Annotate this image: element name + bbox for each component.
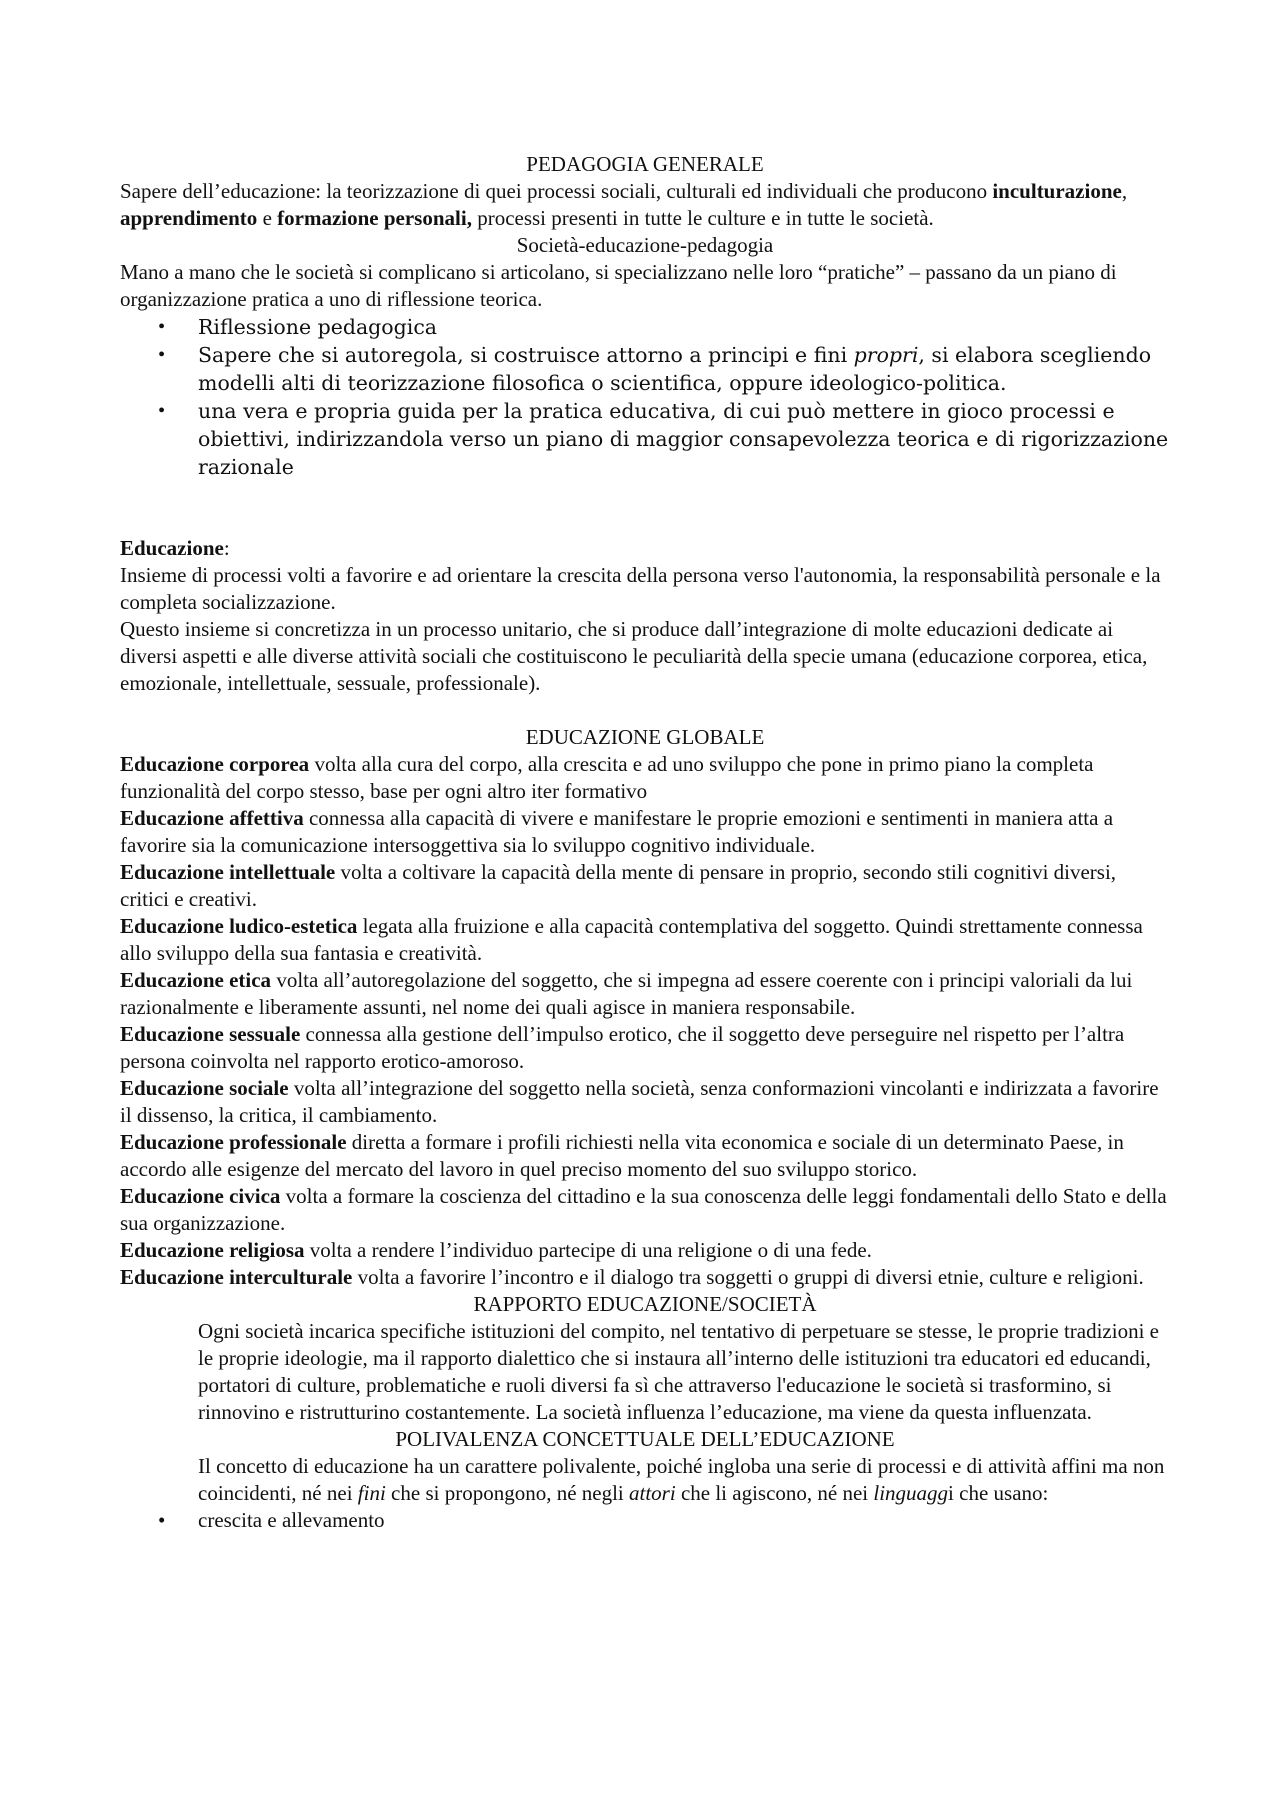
globale-text: connessa alla gestione dell’impulso erotico, che il soggetto deve perseguire nel rispetto per l’altra persona coinvolta nel rapporto erotico-amoroso. (120, 1022, 1125, 1073)
globale-item (120, 913, 1170, 967)
globale-item (120, 859, 1170, 913)
intro-text: Sapere dell’educazione: la teorizzazione di quei processi sociali, culturali ed individuali che producono (120, 179, 993, 203)
list-item: • Riflessione pedagogica (198, 313, 1170, 341)
educazione-heading: Educazione (120, 536, 224, 560)
rapporto-paragraph: Ogni società incarica specifiche istituzioni del compito, nel tentativo di perpetuare se stesse, le proprie tradizioni e le proprie ideologie, ma il rapporto dialettico che si instaura all’interno delle istituzioni tra educatori ed educandi, portatori di culture, problematiche e ruoli diversi fa sì che attraverso l'educazione le società si trasformino, si rinnovino e ristrutturino costantemente. La società influenza l’educazione, ma viene da questa influenzata. (198, 1319, 1159, 1424)
intro-text: processi presenti in tutte le culture e in tutte le società. (471, 206, 934, 230)
section-subtitle-societa: Società-educazione-pedagogia (516, 233, 774, 257)
document-content (120, 151, 1170, 1534)
globale-text: diretta a formare i profili richiesti nella vita economica e sociale di un determinato Paese, in accordo alle esigenze del mercato del lavoro in quel preciso momento del suo sviluppo storico. (120, 1130, 1124, 1181)
polivalenza-text: che si propongono, né negli (385, 1481, 629, 1505)
globale-term: Educazione sessuale (120, 1022, 301, 1046)
list-item-text: Sapere che si autoregola, si costruisce attorno a principi e fini (198, 343, 854, 367)
globale-item (120, 1264, 1170, 1291)
intro-term-inculturazione: inculturazione (992, 179, 1122, 203)
globale-term: Educazione corporea (120, 752, 310, 776)
intro-text: e (257, 206, 278, 230)
section-title-globale: EDUCAZIONE GLOBALE (525, 725, 765, 749)
section-title-polivalenza: POLIVALENZA CONCETTUALE DELL’EDUCAZIONE (395, 1427, 895, 1451)
educazione-heading-colon: : (223, 536, 230, 560)
polivalenza-text: Il concetto di educazione ha un carattere polivalente, poiché ingloba una serie di processi e di attività affini ma non coincidenti, né nei (198, 1454, 1165, 1505)
globale-term: Educazione sociale (120, 1076, 289, 1100)
polivalenza-emphasis: attori (629, 1481, 676, 1505)
educazione-paragraph-2: Questo insieme si concretizza in un processo unitario, che si produce dall’integrazione di molte educazioni dedicate ai diversi aspetti e alle diverse attività sociali che costituiscono le peculiarità della specie umana (educazione corporea, etica, emozionale, intellettuale, sessuale, professionale). (120, 617, 1148, 695)
polivalenza-text: che li agiscono, né nei (675, 1481, 874, 1505)
globale-text: volta a rendere l’individuo partecipe di una religione o di una fede. (304, 1238, 872, 1262)
globale-text: connessa alla capacità di vivere e manifestare le proprie emozioni e sentimenti in maniera atta a favorire sia la comunicazione intersoggettiva sia lo sviluppo cognitivo individuale. (120, 806, 1114, 857)
globale-item (120, 805, 1170, 859)
globale-list (120, 751, 1170, 1291)
riflessione-list (120, 313, 1170, 481)
globale-item (120, 1129, 1170, 1183)
educazione-heading-line (120, 535, 1170, 562)
globale-term: Educazione civica (120, 1184, 281, 1208)
intro-term-apprendimento: apprendimento (120, 206, 258, 230)
page-title: PEDAGOGIA GENERALE (526, 152, 764, 176)
globale-term: Educazione professionale (120, 1130, 347, 1154)
polivalenza-list (120, 1507, 1170, 1534)
societa-paragraph: Mano a mano che le società si complicano si articolano, si specializzano nelle loro “pratiche” – passano da un piano di organizzazione pratica a uno di riflessione teorica. (120, 260, 1117, 311)
list-item (198, 341, 1170, 397)
polivalenza-paragraph (120, 1453, 1170, 1507)
globale-item (120, 1075, 1170, 1129)
polivalenza-text: i che usano: (948, 1481, 1049, 1505)
globale-item (120, 751, 1170, 805)
globale-text: volta a favorire l’incontro e il dialogo tra soggetti o gruppi di diversi etnie, culture e religioni. (352, 1265, 1144, 1289)
globale-text: volta all’autoregolazione del soggetto, che si impegna ad essere coerente con i principi valoriali da lui razionalmente e liberamente assunti, nel nome dei quali agisce in maniera responsabile. (120, 968, 1133, 1019)
globale-item (120, 1021, 1170, 1075)
globale-text: volta a coltivare la capacità della mente di pensare in proprio, secondo stili cognitivi diversi, critici e creativi. (120, 860, 1117, 911)
globale-text: volta alla cura del corpo, alla crescita e ad uno sviluppo che pone in primo piano la completa funzionalità del corpo stesso, base per ogni altro iter formativo (120, 752, 1094, 803)
educazione-paragraph-1: Insieme di processi volti a favorire e ad orientare la crescita della persona verso l'autonomia, la responsabilità personale e la completa socializzazione. (120, 563, 1161, 614)
globale-term: Educazione interculturale (120, 1265, 353, 1289)
section-title-rapporto: RAPPORTO EDUCAZIONE/SOCIETÀ (473, 1292, 817, 1316)
globale-item (120, 967, 1170, 1021)
polivalenza-emphasis: linguagg (873, 1481, 949, 1505)
list-item-text: , si elabora scegliendo modelli alti di teorizzazione filosofica o scientifica, oppure ideologico-politica. (198, 343, 1152, 395)
globale-term: Educazione religiosa (120, 1238, 305, 1262)
spacer (120, 697, 1170, 724)
intro-paragraph (120, 178, 1170, 232)
spacer (120, 481, 1170, 535)
globale-text: volta a formare la coscienza del cittadino e la sua conoscenza delle leggi fondamentali dello Stato e della sua organizzazione. (120, 1184, 1167, 1235)
list-item-emphasis: propri (853, 343, 919, 367)
globale-term: Educazione intellettuale (120, 860, 336, 884)
intro-text: , (1121, 179, 1128, 203)
intro-term-formazione: formazione personali, (277, 206, 472, 230)
globale-term: Educazione affettiva (120, 806, 304, 830)
list-item: • crescita e allevamento (198, 1507, 1170, 1534)
globale-term: Educazione etica (120, 968, 272, 992)
globale-item (120, 1237, 1170, 1264)
globale-item (120, 1183, 1170, 1237)
globale-term: Educazione ludico-estetica (120, 914, 358, 938)
globale-text: legata alla fruizione e alla capacità contemplativa del soggetto. Quindi strettamente connessa allo sviluppo della sua fantasia e creatività. (120, 914, 1143, 965)
polivalenza-emphasis: fini (357, 1481, 386, 1505)
globale-text: volta all’integrazione del soggetto nella società, senza conformazioni vincolanti e indirizzata a favorire il dissenso, la critica, il cambiamento. (120, 1076, 1159, 1127)
list-item: • una vera e propria guida per la pratica educativa, di cui può mettere in gioco processi e obiettivi, indirizzandola verso un piano di maggior consapevolezza teorica e di rigorizzazione razionale (198, 397, 1170, 481)
